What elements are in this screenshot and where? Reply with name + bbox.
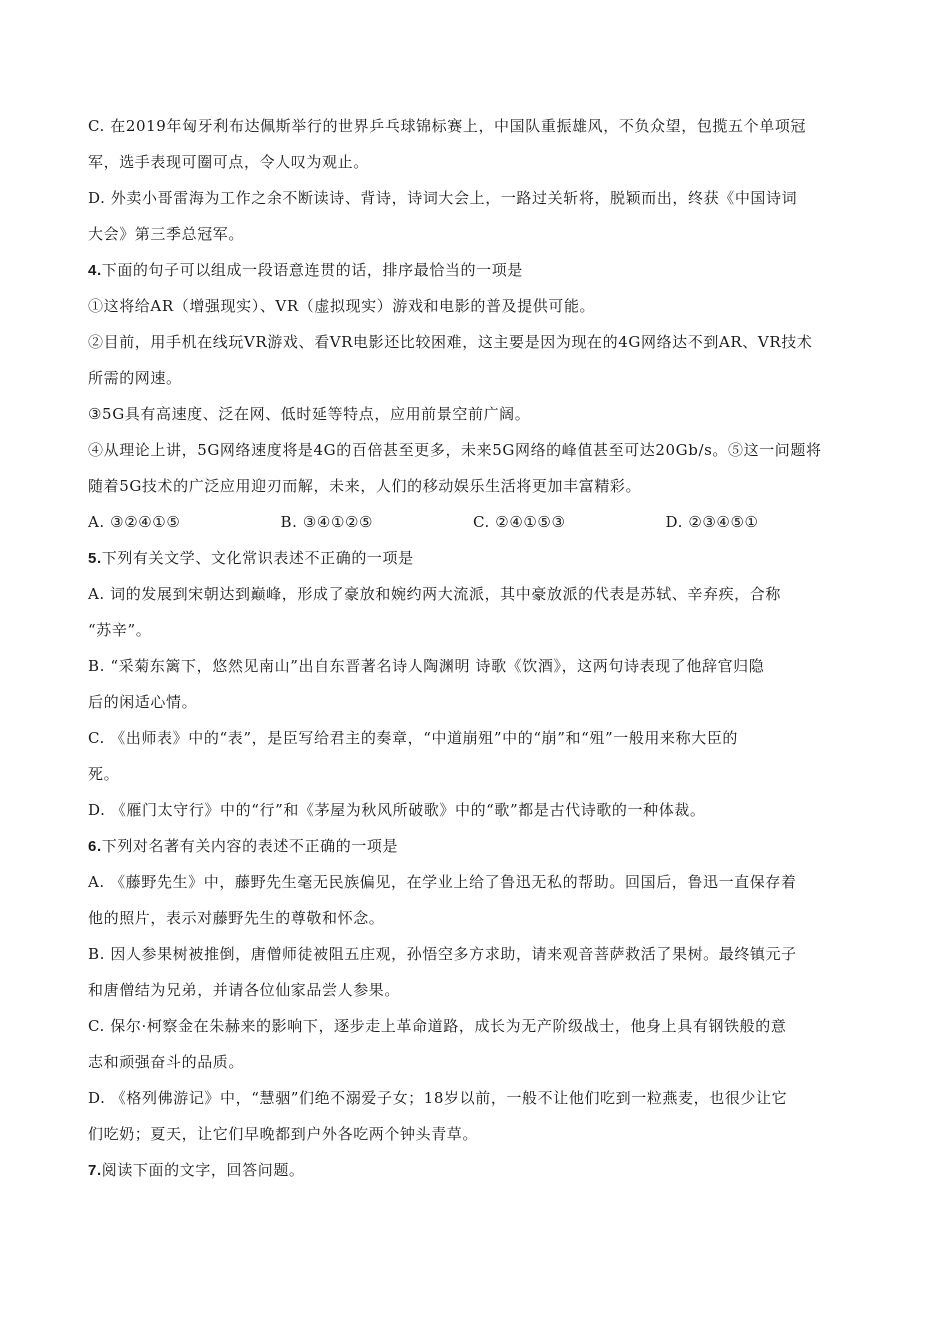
q6-option-b-line2: 和唐僧结为兄弟，并请各位仙家品尝人参果。 <box>88 981 401 999</box>
q4-sentence-2-line2: 所需的网速。 <box>88 369 182 387</box>
q4-sentence-2-line1: ②目前，用手机在线玩VR游戏、看VR电影还比较困难，这主要是因为现在的4G网络达不到AR、VR技术 <box>88 333 813 351</box>
question-7-number: 7. <box>88 1162 102 1179</box>
q6-option-c-line2: 志和顽强奋斗的品质。 <box>88 1053 245 1071</box>
q4-option-d: D. ②③④⑤① <box>665 513 759 531</box>
question-6-number: 6. <box>88 838 102 855</box>
q6-option-d-line1: D. 《格列佛游记》中，“慧骃”们绝不溺爱子女；18岁以前，一般不让他们吃到一粒燕麦，也很少让它 <box>88 1089 788 1107</box>
q3-option-d-line2: 大会》第三季总冠军。 <box>88 225 245 243</box>
question-4-stem: 下面的句子可以组成一段语意连贯的话，排序最恰当的一项是 <box>101 261 523 279</box>
q4-sentence-3: ③5G具有高速度、泛在网、低时延等特点，应用前景空前广阔。 <box>88 405 531 423</box>
question-6-title <box>88 828 858 864</box>
question-6-stem: 下列对名著有关内容的表述不正确的一项是 <box>101 837 399 855</box>
q6-option-d-line2: 们吃奶；夏天，让它们早晚都到户外各吃两个钟头青草。 <box>88 1125 479 1143</box>
q3-option-d-line1: D. 外卖小哥雷海为工作之余不断读诗、背诗，诗词大会上，一路过关斩将，脱颖而出，终获《中国诗词 <box>88 189 798 207</box>
q4-option-b: B. ③④①②⑤ <box>280 513 374 531</box>
q5-option-c-line2: 死。 <box>88 765 120 783</box>
question-4-number: 4. <box>88 262 102 279</box>
q4-option-c: C. ②④①⑤③ <box>473 513 566 531</box>
q3-option-c-line1: C. 在2019年匈牙利布达佩斯举行的世界乒乓球锦标赛上，中国队重振雄风，不负众望，包揽五个单项冠 <box>88 117 807 135</box>
q4-sentence-4-line2: 随着5G技术的广泛应用迎刃而解，未来，人们的移动娱乐生活将更加丰富精彩。 <box>88 477 642 495</box>
question-5-title <box>88 540 858 576</box>
q5-option-a-line1: A. 词的发展到宋朝达到巅峰，形成了豪放和婉约两大流派，其中豪放派的代表是苏轼、辛弃疾，合称 <box>88 585 781 603</box>
q4-sentence-1: ①这将给AR（增强现实）、VR（虚拟现实）游戏和电影的普及提供可能。 <box>88 297 596 315</box>
q5-option-c-line1: C. 《出师表》中的“表”，是臣写给君主的奏章，“中道崩殂”中的“崩”和“殂”一般用来称大臣的 <box>88 729 739 747</box>
question-4-title <box>88 252 858 288</box>
document-page <box>88 108 858 1188</box>
q6-option-b-line1: B. 因人参果树被推倒，唐僧师徒被阻五庄观，孙悟空多方求助，请来观音菩萨救活了果树。最终镇元子 <box>88 945 797 963</box>
q5-option-b-line1: B. “采菊东篱下，悠然见南山”出自东晋著名诗人陶渊明 诗歌《饮酒》，这两句诗表现了他辞官归隐 <box>88 657 765 675</box>
q3-option-c-line2: 军，选手表现可圈可点，令人叹为观止。 <box>88 153 369 171</box>
question-7-stem: 阅读下面的文字，回答问题。 <box>101 1161 305 1179</box>
q4-options <box>88 504 858 540</box>
q5-option-a-line2: “苏辛”。 <box>88 621 152 639</box>
q6-option-a-line1: A. 《藤野先生》中，藤野先生毫无民族偏见，在学业上给了鲁迅无私的帮助。回国后，鲁迅一直保存着 <box>88 873 797 891</box>
question-7-title <box>88 1152 858 1188</box>
q5-option-d-line1: D. 《雁门太守行》中的“行”和《茅屋为秋风所破歌》中的“歌”都是古代诗歌的一种体裁。 <box>88 801 706 819</box>
question-5-stem: 下列有关文学、文化常识表述不正确的一项是 <box>101 549 414 567</box>
question-5-number: 5. <box>88 550 102 567</box>
q6-option-c-line1: C. 保尔·柯察金在朱赫来的影响下，逐步走上革命道路，成长为无产阶级战士，他身上具有钢铁般的意 <box>88 1017 787 1035</box>
q5-option-b-line2: 后的闲适心情。 <box>88 693 198 711</box>
q4-option-a: A. ③②④①⑤ <box>88 513 181 531</box>
q4-sentence-4-line1: ④从理论上讲，5G网络速度将是4G的百倍甚至更多，未来5G网络的峰值甚至可达20Gb/s。⑤这一问题将 <box>88 441 822 459</box>
q6-option-a-line2: 他的照片，表示对藤野先生的尊敬和怀念。 <box>88 909 385 927</box>
